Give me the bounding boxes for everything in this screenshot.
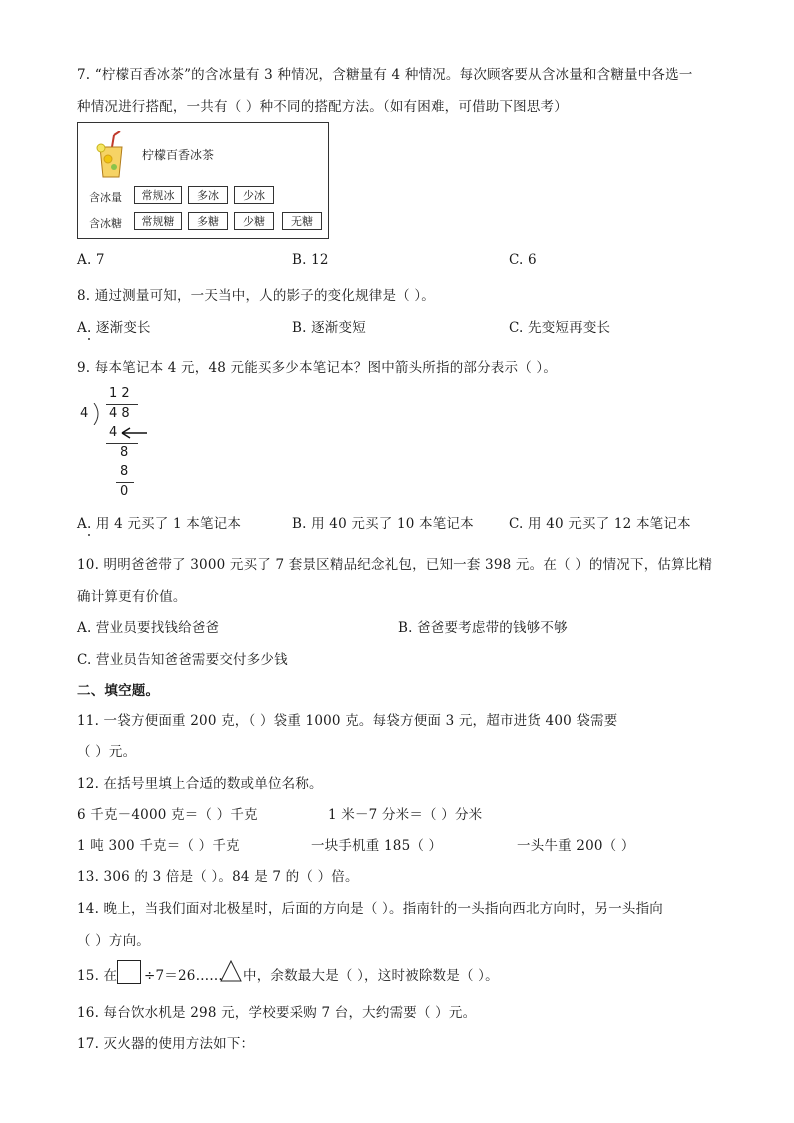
blank-square-box bbox=[117, 960, 141, 984]
q8-option-c: C. 先变短再变长 bbox=[509, 320, 611, 336]
q9-text: 9. 每本笔记本 4 元，48 元能买多少本笔记本？图中箭头所指的部分表示（ ）。 bbox=[77, 360, 558, 376]
q7-option-c: C. 6 bbox=[509, 252, 537, 268]
q10-line1: 10. 明明爸爸带了 3000 元买了 7 套景区精品纪念礼包，已知一套 398 元。在（ ）的情况下，估算比精 bbox=[77, 557, 713, 573]
sugar-option-regular: 常规糖 bbox=[134, 212, 182, 230]
q14-line1: 14. 晚上，当我们面对北极星时，后面的方向是（ ）。指南针的一头指向西北方向时，另一头指向 bbox=[77, 901, 664, 917]
q12-row2a: 1 吨 300 千克＝（ ）千克 bbox=[77, 838, 240, 854]
q10-option-c: C. 营业员告知爸爸需要交付多少钱 bbox=[77, 652, 288, 668]
division-divisor: 4 bbox=[80, 406, 89, 421]
q12-row2b: 一块手机重 185（ ） bbox=[311, 838, 443, 854]
division-remainder: 0 bbox=[120, 484, 129, 499]
lemon-tea-cup-icon bbox=[94, 131, 128, 181]
q10-option-b: B. 爸爸要考虑带的钱够不够 bbox=[398, 620, 568, 636]
q17-text: 17. 灭火器的使用方法如下： bbox=[77, 1036, 255, 1052]
triangle-icon bbox=[220, 960, 242, 982]
q11-line2: （ ）元。 bbox=[77, 744, 137, 760]
q13-text: 13. 306 的 3 倍是（ ）。84 是 7 的（ ）倍。 bbox=[77, 869, 359, 885]
q10-option-a: A. 营业员要找钱给爸爸 bbox=[77, 620, 220, 636]
division-top-line bbox=[106, 404, 138, 405]
sugar-label: 含冰糖 bbox=[89, 217, 122, 230]
division-quotient: 1 2 bbox=[109, 386, 130, 401]
q7-line1: 7. “柠檬百香冰茶”的含冰量有 3 种情况，含糖量有 4 种情况。每次顾客要从含冰量和含糖量中各选一 bbox=[77, 67, 693, 83]
q9-option-b: B. 用 40 元买了 10 本笔记本 bbox=[292, 516, 474, 532]
q10-line2: 确计算更有价值。 bbox=[77, 589, 187, 605]
q14-line2: （ ）方向。 bbox=[77, 933, 150, 949]
q8-option-a: A. 逐渐变长 bbox=[77, 320, 151, 336]
sugar-option-more: 多糖 bbox=[188, 212, 228, 230]
q7-option-a: A. 7 bbox=[77, 252, 105, 268]
q9-option-c: C. 用 40 元买了 12 本笔记本 bbox=[509, 516, 691, 532]
q12-row2c: 一头牛重 200（ ） bbox=[517, 838, 635, 854]
q12-row1a: 6 千克－4000 克＝（ ）千克 bbox=[77, 807, 258, 823]
dot-mark bbox=[88, 338, 90, 340]
ice-option-more: 多冰 bbox=[188, 186, 228, 204]
q7-line2: 种情况进行搭配，一共有（ ）种不同的搭配方法。（如有困难，可借助下图思考） bbox=[77, 99, 568, 115]
dot-mark bbox=[88, 534, 90, 536]
q7-option-b: B. 12 bbox=[292, 252, 329, 268]
q8-text: 8. 通过测量可知，一天当中，人的影子的变化规律是（ ）。 bbox=[77, 288, 436, 304]
arrow-left-icon bbox=[120, 427, 148, 439]
q15-middle: ÷7＝26…… bbox=[144, 968, 223, 984]
division-bracket bbox=[92, 403, 106, 425]
q11-line1: 11. 一袋方便面重 200 克，（ ）袋重 1000 克。每袋方便面 3 元，超市进货 400 袋需要 bbox=[77, 713, 618, 729]
q9-option-a: A. 用 4 元买了 1 本笔记本 bbox=[77, 516, 242, 532]
division-step1: 4 bbox=[109, 425, 118, 440]
division-line-2 bbox=[106, 443, 138, 444]
ice-option-regular: 常规冰 bbox=[134, 186, 182, 204]
section-heading: 二、填空题。 bbox=[77, 683, 160, 699]
q12-row1b: 1 米－7 分米＝（ ）分米 bbox=[328, 807, 483, 823]
q7-figure-box bbox=[77, 122, 329, 239]
q16-text: 16. 每台饮水机是 298 元，学校要采购 7 台，大约需要（ ）元。 bbox=[77, 1005, 477, 1021]
division-step3: 8 bbox=[120, 464, 129, 479]
sugar-option-less: 少糖 bbox=[234, 212, 274, 230]
q7-drink-title: 柠檬百香冰茶 bbox=[142, 148, 215, 162]
division-line-3 bbox=[116, 482, 134, 483]
q12-text: 12. 在括号里填上合适的数或单位名称。 bbox=[77, 776, 323, 792]
ice-label: 含冰量 bbox=[89, 191, 122, 204]
sugar-option-none: 无糖 bbox=[282, 212, 322, 230]
ice-option-less: 少冰 bbox=[234, 186, 274, 204]
long-division-figure bbox=[78, 384, 158, 504]
q15-prefix: 15. 在 bbox=[77, 968, 118, 984]
q15-suffix: 中，余数最大是（ ），这时被除数是（ ）。 bbox=[243, 968, 499, 984]
division-step2: 8 bbox=[120, 445, 129, 460]
division-dividend: 4 8 bbox=[109, 406, 130, 421]
q8-option-b: B. 逐渐变短 bbox=[292, 320, 366, 336]
